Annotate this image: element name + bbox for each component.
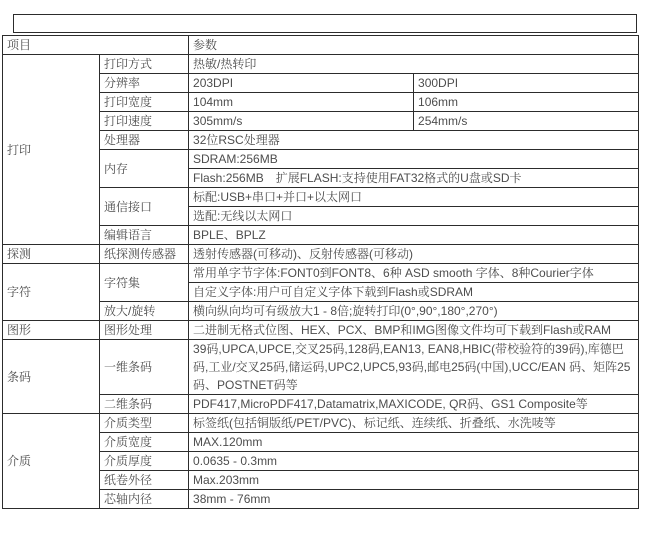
barcode-1d-value-cell: 39码,UPCA,UPCE,交叉25码,128码,EAN13, EAN8,HBIC(带校验符的39码),库德巴码,工业/交叉25码,储运码,UPC2,UPC5,93码,邮电25码(中国),UCC/EAN 码、矩阵25 码、POSTNET码等	[189, 340, 639, 395]
print-speed-label-cell: 打印速度	[100, 112, 189, 131]
roll-diameter-label-cell: 纸卷外径	[100, 471, 189, 490]
media-thickness-label-cell: 介质厚度	[100, 452, 189, 471]
graphics-processing-value-cell: 二进制无格式位图、HEX、PCX、BMP和IMG图像文件均可下载到Flash或RAM	[189, 321, 639, 340]
language-label-cell: 编辑语言	[100, 226, 189, 245]
barcode-2d-value-cell: PDF417,MicroPDF417,Datamatrix,MAXICODE, QR码、GS1 Composite等	[189, 395, 639, 414]
media-thickness-value-cell: 0.0635 - 0.3mm	[189, 452, 639, 471]
print-method-label-cell: 打印方式	[100, 55, 189, 74]
table-row	[3, 264, 639, 283]
group-barcode-cell: 条码	[3, 340, 100, 414]
memory-flash-cell: Flash:256MB 扩展FLASH:支持使用FAT32格式的U盘或SD卡	[189, 169, 639, 188]
resolution-300dpi-cell: 300DPI	[414, 74, 639, 93]
spec-table	[2, 35, 639, 509]
media-type-value-cell: 标签纸(包括铜版纸/PET/PVC)、标记纸、连续纸、折叠纸、水洗唛等	[189, 414, 639, 433]
core-diameter-value-cell: 38mm - 76mm	[189, 490, 639, 509]
group-media-cell: 介质	[3, 414, 100, 509]
graphics-processing-label-cell: 图形处理	[100, 321, 189, 340]
media-width-label-cell: 介质宽度	[100, 433, 189, 452]
header-param-cell: 参数	[189, 36, 639, 55]
core-diameter-label-cell: 芯轴内径	[100, 490, 189, 509]
resolution-203dpi-cell: 203DPI	[189, 74, 414, 93]
language-value-cell: BPLE、BPLZ	[189, 226, 639, 245]
table-row	[3, 340, 639, 395]
print-speed-203-cell: 305mm/s	[189, 112, 414, 131]
media-type-label-cell: 介质类型	[100, 414, 189, 433]
interface-label-cell: 通信接口	[100, 188, 189, 226]
header-item-cell: 项目	[3, 36, 189, 55]
print-width-300-cell: 106mm	[414, 93, 639, 112]
charset-builtin-cell: 常用单字节字体:FONT0到FONT8、6种 ASD smooth 字体、8种Courier字体	[189, 264, 639, 283]
print-width-label-cell: 打印宽度	[100, 93, 189, 112]
top-empty-bar	[13, 14, 637, 33]
interface-optional-cell: 选配:无线以太网口	[189, 207, 639, 226]
resolution-label-cell: 分辨率	[100, 74, 189, 93]
table-row	[3, 321, 639, 340]
roll-diameter-value-cell: Max.203mm	[189, 471, 639, 490]
charset-custom-cell: 自定义字体:用户可自定义字体下载到Flash或SDRAM	[189, 283, 639, 302]
cpu-label-cell: 处理器	[100, 131, 189, 150]
interface-standard-cell: 标配:USB+串口+并口+以太网口	[189, 188, 639, 207]
barcode-1d-label-cell: 一维条码	[100, 340, 189, 395]
group-print-cell: 打印	[3, 55, 100, 245]
table-row	[3, 36, 639, 55]
paper-sensor-label-cell: 纸探测传感器	[100, 245, 189, 264]
memory-label-cell: 内存	[100, 150, 189, 188]
zoom-rotate-label-cell: 放大/旋转	[100, 302, 189, 321]
cpu-value-cell: 32位RSC处理器	[189, 131, 639, 150]
table-row	[3, 245, 639, 264]
paper-sensor-value-cell: 透射传感器(可移动)、反射传感器(可移动)	[189, 245, 639, 264]
memory-sdram-cell: SDRAM:256MB	[189, 150, 639, 169]
zoom-rotate-value-cell: 横向纵向均可有级放大1 - 8倍;旋转打印(0°,90°,180°,270°)	[189, 302, 639, 321]
print-method-value-cell: 热敏/热转印	[189, 55, 639, 74]
table-row	[3, 55, 639, 74]
group-character-cell: 字符	[3, 264, 100, 321]
group-graphics-cell: 图形	[3, 321, 100, 340]
charset-label-cell: 字符集	[100, 264, 189, 302]
group-detection-cell: 探测	[3, 245, 100, 264]
media-width-value-cell: MAX.120mm	[189, 433, 639, 452]
print-width-203-cell: 104mm	[189, 93, 414, 112]
barcode-2d-label-cell: 二维条码	[100, 395, 189, 414]
print-speed-300-cell: 254mm/s	[414, 112, 639, 131]
table-row	[3, 414, 639, 433]
